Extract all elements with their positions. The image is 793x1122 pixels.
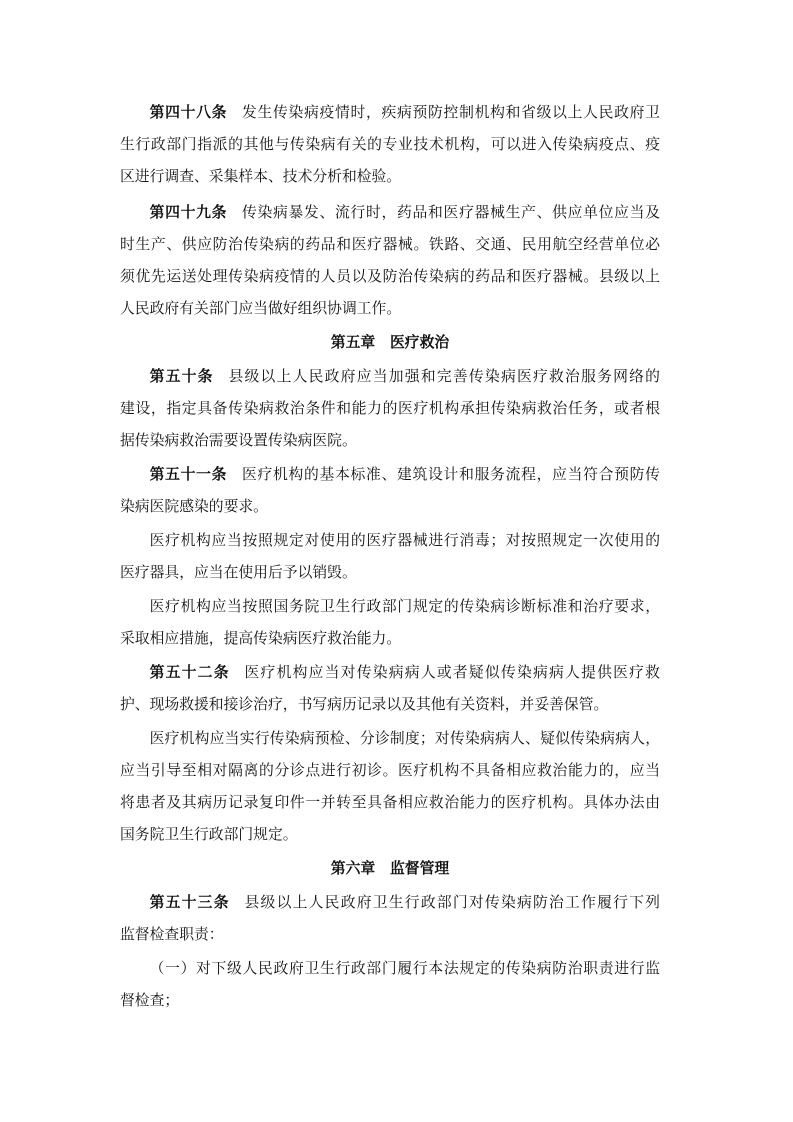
article-53-line-2: 监督检查职责： (120, 926, 224, 943)
article-53-text-1: 县级以上人民政府卫生行政部门对传染病防治工作履行下列 (244, 894, 660, 911)
article-49-line-2: 时生产、供应防治传染病的药品和医疗器械。铁路、交通、民用航空经营单位必 (120, 236, 660, 253)
article-51-paragraph-3-line-2: 采取相应措施，提高传染病医疗救治能力。 (120, 630, 402, 647)
article-50-line-1 (120, 361, 660, 393)
article-52-line-1 (120, 657, 660, 689)
article-52-paragraph-2 (120, 723, 660, 851)
article-51-paragraph-2-line-2: 医疗器具，应当在使用后予以销毁。 (120, 564, 357, 581)
article-52-paragraph-2-line-4: 国务院卫生行政部门规定。 (120, 826, 298, 843)
article-51-paragraph-3 (120, 591, 660, 655)
article-48-line-2: 生行政部门指派的其他与传染病有关的专业技术机构，可以进入传染病疫点、疫 (120, 136, 660, 153)
article-53-line-1 (120, 887, 660, 919)
article-51-paragraph-2-line-1: 医疗机构应当按照规定对使用的医疗器械进行消毒；对按照规定一次使用的 (149, 532, 660, 549)
article-49-line-4: 人民政府有关部门应当做好组织协调工作。 (120, 300, 402, 317)
article-49-line-1 (120, 197, 660, 229)
chapter-6-heading: 第六章 监督管理 (330, 860, 450, 877)
article-50 (120, 361, 660, 457)
article-53-item-1-line-1: （一）对下级人民政府卫生行政部门履行本法规定的传染病防治职责进行监 (149, 960, 660, 977)
article-51 (120, 459, 660, 523)
article-51-line-2: 染病医院感染的要求。 (120, 498, 268, 515)
article-48-text-1: 发生传染病疫情时，疾病预防控制机构和省级以上人民政府卫 (241, 104, 660, 121)
article-52-text-1: 医疗机构应当对传染病病人或者疑似传染病病人提供医疗救 (244, 664, 660, 681)
article-51-paragraph-2 (120, 525, 660, 589)
article-52-label: 第五十二条 (149, 664, 230, 681)
article-53-label: 第五十三条 (149, 894, 230, 911)
article-51-paragraph-3-line-1: 医疗机构应当按照国务院卫生行政部门规定的传染病诊断标准和治疗要求， (149, 598, 660, 615)
article-48-line-3: 区进行调查、采集样本、技术分析和检验。 (120, 168, 402, 185)
article-48-line-1 (120, 97, 660, 129)
document-body (120, 97, 660, 1019)
article-48-label: 第四十八条 (149, 104, 228, 121)
article-51-text-1: 医疗机构的基本标准、建筑设计和服务流程，应当符合预防传 (241, 466, 660, 483)
article-53-item-1-line-2: 督检查； (120, 992, 180, 1009)
article-52-line-2: 护、现场救援和接诊治疗，书写病历记录以及其他有关资料，并妥善保管。 (120, 696, 609, 713)
article-49 (120, 197, 660, 325)
article-49-label: 第四十九条 (149, 204, 228, 221)
article-50-text-1: 县级以上人民政府应当加强和完善传染病医疗救治服务网络的 (228, 368, 660, 385)
article-50-line-3: 据传染病救治需要设置传染病医院。 (120, 432, 357, 449)
article-53 (120, 887, 660, 951)
article-48 (120, 97, 660, 193)
article-53-item-1 (120, 953, 660, 1017)
article-52-paragraph-2-line-3: 将患者及其病历记录复印件一并转至具备相应救治能力的医疗机构。具体办法由 (120, 794, 660, 811)
article-52-paragraph-2-line-1: 医疗机构应当实行传染病预检、分诊制度；对传染病病人、疑似传染病病人， (149, 730, 660, 747)
article-49-line-3: 须优先运送处理传染病疫情的人员以及防治传染病的药品和医疗器械。县级以上 (120, 268, 660, 285)
article-51-line-1 (120, 459, 660, 491)
article-50-line-2: 建设，指定具备传染病救治条件和能力的医疗机构承担传染病救治任务，或者根 (120, 400, 660, 417)
chapter-5-heading: 第五章 医疗救治 (330, 334, 450, 351)
article-49-text-1: 传染病暴发、流行时，药品和医疗器械生产、供应单位应当及 (241, 204, 660, 221)
article-51-label: 第五十一条 (149, 466, 228, 483)
article-52 (120, 657, 660, 721)
article-52-paragraph-2-line-2: 应当引导至相对隔离的分诊点进行初诊。医疗机构不具备相应救治能力的，应当 (120, 762, 660, 779)
article-50-label: 第五十条 (149, 368, 214, 385)
